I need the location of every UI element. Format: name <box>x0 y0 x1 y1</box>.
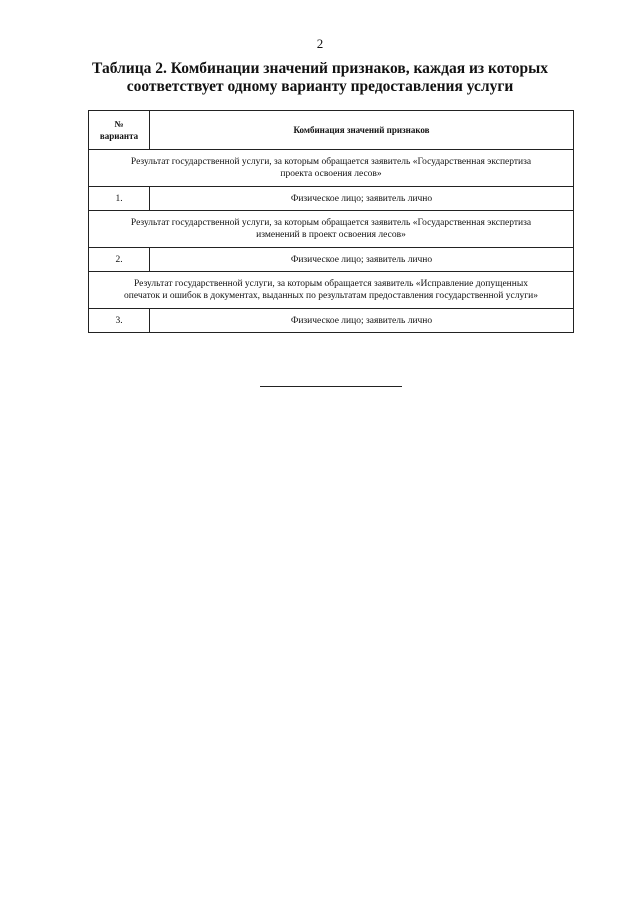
section-result-line-2: изменений в проект освоения лесов» <box>256 230 406 240</box>
table-section-row <box>89 150 574 187</box>
section-result-line-1: Результат государственной услуги, за которым обращается заявитель «Исправление допущенных <box>134 279 528 289</box>
section-result-cell <box>89 211 574 248</box>
table-row <box>89 187 574 211</box>
table-section-row <box>89 211 574 248</box>
table-section-row <box>89 272 574 309</box>
section-result-cell <box>89 272 574 309</box>
header-variant-number-line-1: № <box>114 119 124 129</box>
closing-divider <box>260 386 402 387</box>
variant-value-cell: Физическое лицо; заявитель лично <box>150 248 574 272</box>
header-variant-number-line-2: варианта <box>99 131 139 141</box>
page-number: 2 <box>316 36 324 51</box>
variant-value-cell: Физическое лицо; заявитель лично <box>150 187 574 211</box>
table-title-line-1: Таблица 2. Комбинации значений признаков, каждая из которых <box>92 60 548 77</box>
section-result-line-2: опечаток и ошибок в документах, выданных по результатам предоставления государственной услуги» <box>124 291 538 301</box>
variant-number-cell: 3. <box>89 309 150 333</box>
variants-table <box>88 110 574 333</box>
header-combination: Комбинация значений признаков <box>150 111 574 150</box>
variant-number-cell: 2. <box>89 248 150 272</box>
section-result-line-1: Результат государственной услуги, за которым обращается заявитель «Государственная экспертиза <box>130 218 532 228</box>
variant-number-cell: 1. <box>89 187 150 211</box>
table-title-line-2: соответствует одному варианту предоставления услуги <box>126 78 514 95</box>
table-title <box>60 60 580 96</box>
table-row <box>89 248 574 272</box>
header-variant-number <box>89 111 150 150</box>
table-row <box>89 309 574 333</box>
section-result-cell <box>89 150 574 187</box>
section-result-line-2: проекта освоения лесов» <box>280 169 382 179</box>
variant-value-cell: Физическое лицо; заявитель лично <box>150 309 574 333</box>
table-header-row <box>89 111 574 150</box>
section-result-line-1: Результат государственной услуги, за которым обращается заявитель «Государственная экспертиза <box>130 157 532 167</box>
